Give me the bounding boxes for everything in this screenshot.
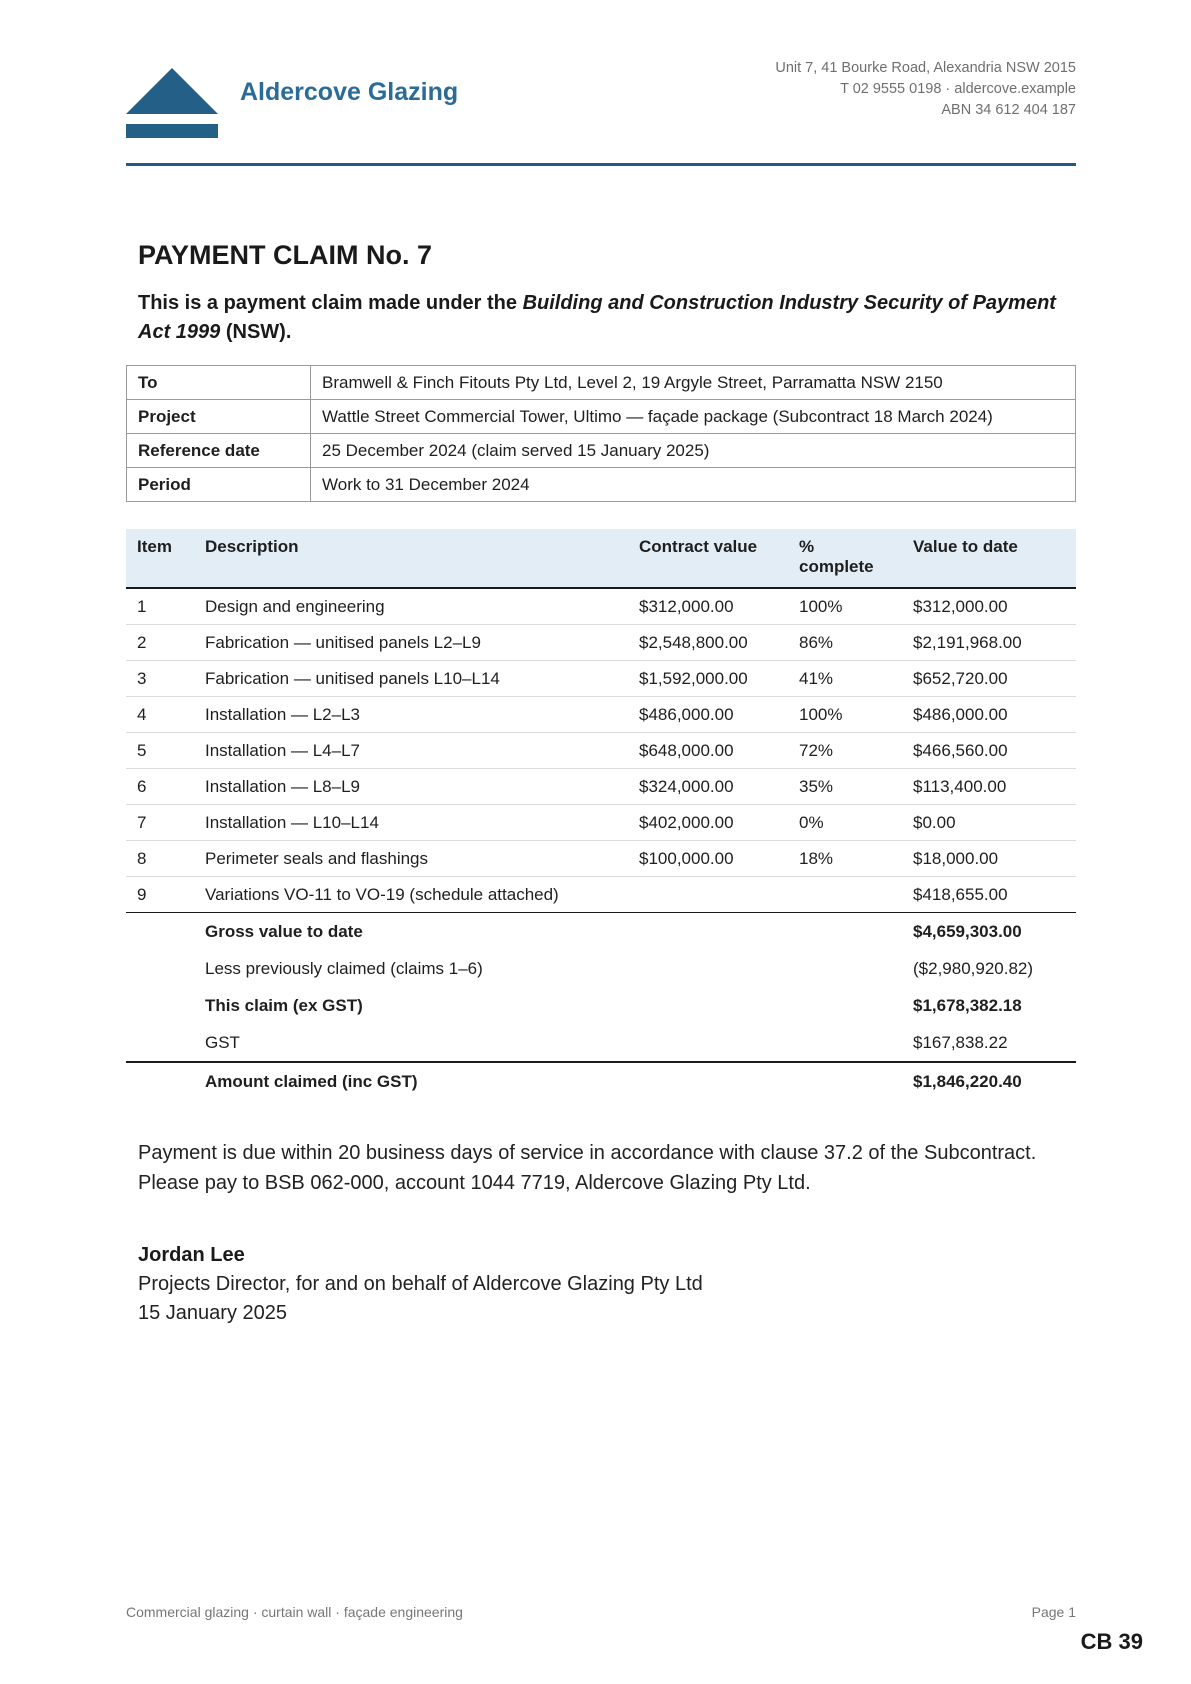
total-value: $1,678,382.18 (913, 995, 1022, 1015)
item-value-to-date: $652,720.00 (902, 661, 1076, 697)
total-label: Amount claimed (inc GST) (205, 1071, 418, 1091)
company-phone-web: T 02 9555 0198 · aldercove.example (840, 81, 1076, 97)
company-logo-icon (126, 68, 218, 138)
total-value: $1,846,220.40 (913, 1071, 1022, 1091)
details-value: Wattle Street Commercial Tower, Ultimo — façade package (Subcontract 18 March 2024) (311, 400, 1076, 434)
total-value: ($2,980,920.82) (913, 958, 1034, 978)
table-row (126, 588, 1076, 625)
footer-tagline: Commercial glazing · curtain wall · façade engineering (126, 1604, 463, 1620)
total-row-this-claim (126, 987, 1076, 1024)
statutory-post: (NSW). (220, 321, 292, 343)
table-row (126, 769, 1076, 805)
item-number: 5 (126, 733, 194, 769)
item-percent-complete (788, 877, 902, 913)
item-contract-value: $648,000.00 (628, 733, 788, 769)
item-number: 6 (126, 769, 194, 805)
item-description: Installation — L8–L9 (194, 769, 628, 805)
page-title: PAYMENT CLAIM No. 7 (138, 240, 433, 270)
total-label: This claim (ex GST) (205, 995, 363, 1015)
column-header-value-to-date: Value to date (902, 529, 1076, 588)
statutory-statement (138, 289, 1078, 347)
payment-terms-line: Payment is due within 20 business days of service in accordance with clause 37.2 of the Subcontract. (138, 1142, 1037, 1164)
item-percent-complete: 0% (788, 805, 902, 841)
bundle-reference-stamp: CB 39 (1080, 1629, 1143, 1654)
details-value: 25 December 2024 (claim served 15 January 2025) (311, 434, 1076, 468)
item-value-to-date: $18,000.00 (902, 841, 1076, 877)
item-value-to-date: $2,191,968.00 (902, 625, 1076, 661)
details-row-period (127, 468, 1076, 502)
item-value-to-date: $486,000.00 (902, 697, 1076, 733)
bank-details-line: Please pay to BSB 062-000, account 1044 7719, Aldercove Glazing Pty Ltd. (138, 1172, 811, 1194)
item-contract-value: $2,548,800.00 (628, 625, 788, 661)
item-contract-value: $312,000.00 (628, 588, 788, 625)
item-description: Installation — L10–L14 (194, 805, 628, 841)
item-percent-complete: 100% (788, 697, 902, 733)
total-row-gst (126, 1024, 1076, 1062)
item-number: 2 (126, 625, 194, 661)
item-description: Perimeter seals and flashings (194, 841, 628, 877)
item-description: Installation — L4–L7 (194, 733, 628, 769)
item-number: 4 (126, 697, 194, 733)
item-number: 9 (126, 877, 194, 913)
details-label: To (127, 366, 311, 400)
item-value-to-date: $312,000.00 (902, 588, 1076, 625)
item-percent-complete: 72% (788, 733, 902, 769)
item-percent-complete: 86% (788, 625, 902, 661)
details-label: Period (127, 468, 311, 502)
claim-details-table (126, 365, 1076, 502)
item-description: Fabrication — unitised panels L2–L9 (194, 625, 628, 661)
table-row (126, 733, 1076, 769)
item-description: Fabrication — unitised panels L10–L14 (194, 661, 628, 697)
company-abn: ABN 34 612 404 187 (941, 102, 1076, 118)
payment-terms-note (138, 1138, 1088, 1198)
item-contract-value: $100,000.00 (628, 841, 788, 877)
table-row (126, 661, 1076, 697)
company-contact-block (775, 58, 1076, 121)
column-header-contract-value: Contract value (628, 529, 788, 588)
details-label: Reference date (127, 434, 311, 468)
details-row-to (127, 366, 1076, 400)
company-name: Aldercove Glazing (240, 78, 459, 106)
item-number: 3 (126, 661, 194, 697)
item-value-to-date: $0.00 (902, 805, 1076, 841)
table-row (126, 841, 1076, 877)
total-row-amount-claimed (126, 1062, 1076, 1100)
details-label: Project (127, 400, 311, 434)
item-description: Design and engineering (194, 588, 628, 625)
column-header-percent-complete: % complete (788, 529, 902, 588)
table-row (126, 625, 1076, 661)
item-description: Variations VO-11 to VO-19 (schedule attached) (194, 877, 628, 913)
header-divider (126, 163, 1076, 166)
item-description: Installation — L2–L3 (194, 697, 628, 733)
statutory-act-name: Building and Construction Industry Security of Payment Act 1999 (138, 292, 1056, 343)
column-header-description: Description (194, 529, 628, 588)
signatory-name: Jordan Lee (138, 1244, 245, 1266)
item-contract-value: $486,000.00 (628, 697, 788, 733)
item-value-to-date: $418,655.00 (902, 877, 1076, 913)
total-value: $167,838.22 (902, 1024, 1076, 1062)
page-number: Page 1 (1031, 1604, 1076, 1620)
item-contract-value: $1,592,000.00 (628, 661, 788, 697)
item-percent-complete: 35% (788, 769, 902, 805)
item-contract-value: $324,000.00 (628, 769, 788, 805)
details-value: Work to 31 December 2024 (311, 468, 1076, 502)
total-label: GST (194, 1024, 628, 1062)
total-value: $4,659,303.00 (913, 921, 1022, 941)
item-number: 7 (126, 805, 194, 841)
claim-items-table (126, 529, 1076, 1100)
details-row-project (127, 400, 1076, 434)
item-percent-complete: 18% (788, 841, 902, 877)
total-row-previously-claimed (126, 950, 1076, 987)
item-percent-complete: 100% (788, 588, 902, 625)
total-row-gross (126, 913, 1076, 951)
item-contract-value (628, 877, 788, 913)
table-row (126, 877, 1076, 913)
company-address: Unit 7, 41 Bourke Road, Alexandria NSW 2015 (775, 60, 1076, 76)
item-number: 1 (126, 588, 194, 625)
item-value-to-date: $113,400.00 (902, 769, 1076, 805)
statutory-pre: This is a payment claim made under the (138, 292, 523, 314)
item-number: 8 (126, 841, 194, 877)
details-row-reference-date (127, 434, 1076, 468)
table-row (126, 697, 1076, 733)
total-label: Gross value to date (205, 921, 363, 941)
item-percent-complete: 41% (788, 661, 902, 697)
table-row (126, 805, 1076, 841)
details-value: Bramwell & Finch Fitouts Pty Ltd, Level 2, 19 Argyle Street, Parramatta NSW 2150 (311, 366, 1076, 400)
item-contract-value: $402,000.00 (628, 805, 788, 841)
signature-date: 15 January 2025 (138, 1302, 288, 1324)
item-value-to-date: $466,560.00 (902, 733, 1076, 769)
total-label: Less previously claimed (claims 1–6) (205, 958, 483, 978)
signatory-role: Projects Director, for and on behalf of Aldercove Glazing Pty Ltd (138, 1273, 703, 1295)
column-header-item: Item (126, 529, 194, 588)
table-header-row (126, 529, 1076, 588)
